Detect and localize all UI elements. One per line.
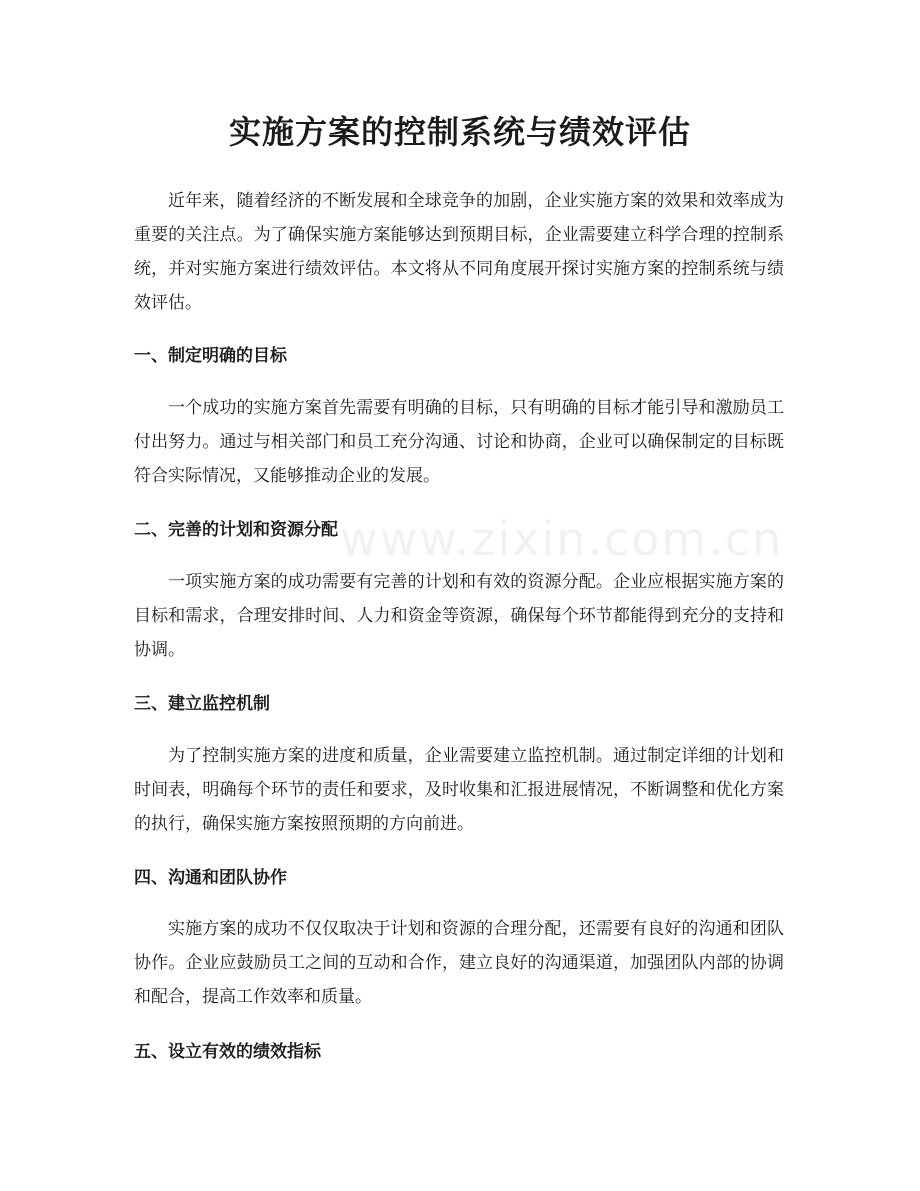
section-body-1: 一个成功的实施方案首先需要有明确的目标，只有明确的目标才能引导和激励员工付出努力。通过与相关部门和员工充分沟通、讨论和协商，企业可以确保制定的目标既符合实际情况，又能够推动企业的发展。 [134, 398, 784, 486]
section-heading-3: 三、建立监控机制 [134, 694, 270, 714]
section-body-4: 实施方案的成功不仅仅取决于计划和资源的合理分配，还需要有良好的沟通和团队协作。企业应鼓励员工之间的互动和合作，建立良好的沟通渠道，加强团队内部的协调和配合，提高工作效率和质量。 [134, 919, 784, 1007]
section-heading-2: 二、完善的计划和资源分配 [134, 520, 338, 540]
section-heading-5: 五、设立有效的绩效指标 [134, 1042, 321, 1062]
section-heading-4: 四、沟通和团队协作 [134, 868, 287, 888]
intro-paragraph: 近年来，随着经济的不断发展和全球竞争的加剧，企业实施方案的效果和效率成为重要的关注点。为了确保实施方案能够达到预期目标，企业需要建立科学合理的控制系统，并对实施方案进行绩效评估。本文将从不同角度展开探讨实施方案的控制系统与绩效评估。 [134, 191, 784, 313]
section-body-3: 为了控制实施方案的进度和质量，企业需要建立监控机制。通过制定详细的计划和时间表，明确每个环节的责任和要求，及时收集和汇报进展情况，不断调整和优化方案的执行，确保实施方案按照预期的方向前进。 [134, 746, 784, 834]
watermark: www.zixin.com.cn [340, 512, 784, 566]
section-heading-1: 一、制定明确的目标 [134, 346, 287, 366]
section-body-2: 一项实施方案的成功需要有完善的计划和有效的资源分配。企业应根据实施方案的目标和需求，合理安排时间、人力和资金等资源，确保每个环节都能得到充分的支持和协调。 [134, 572, 784, 660]
page-title: 实施方案的控制系统与绩效评估 [228, 113, 691, 151]
